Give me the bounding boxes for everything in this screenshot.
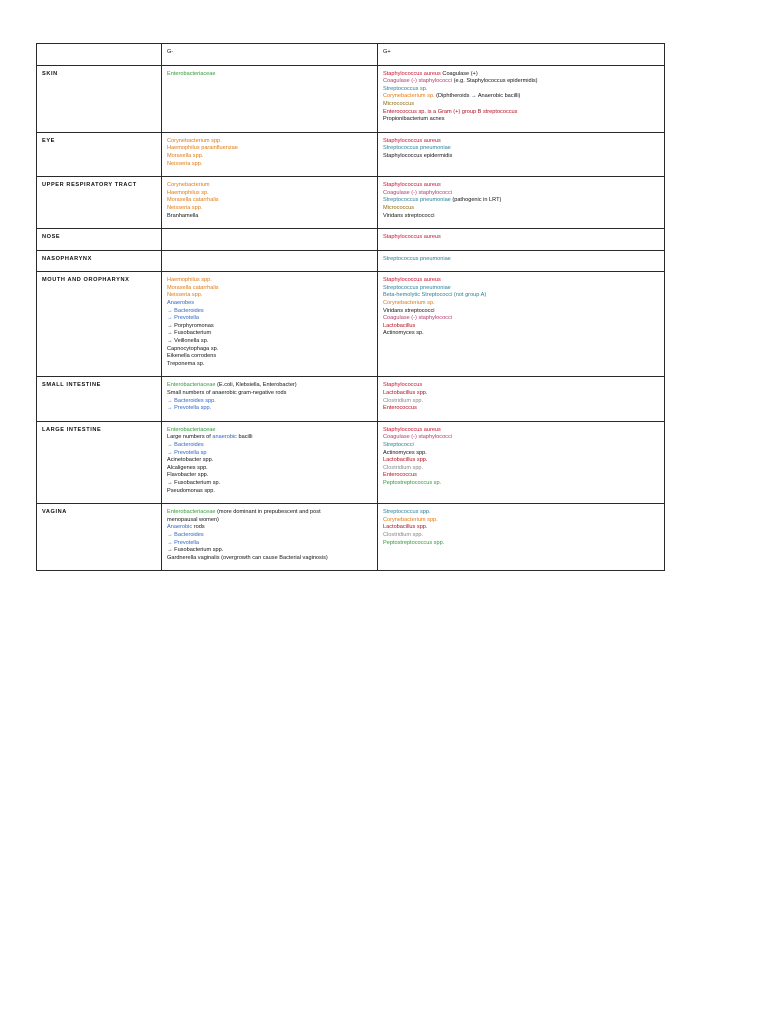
organism-line: [167, 161, 372, 169]
organism-line: [383, 197, 659, 205]
organism-line: [167, 509, 372, 517]
organism-text: (more dominant in prepubescent and post: [215, 509, 321, 516]
organism-line: [383, 300, 659, 308]
organism-text: Clostridium spp.: [383, 531, 424, 538]
organism-line: [383, 285, 659, 293]
organism-text: Streptococcus pneumoniae: [383, 284, 451, 291]
table-row-nose: [37, 229, 665, 251]
organism-text: → Prevotella spp.: [167, 405, 212, 412]
organism-line: [167, 300, 372, 308]
table-row-small-intestine: [37, 377, 665, 421]
organism-line: [383, 109, 659, 117]
header-row: [37, 44, 665, 66]
organism-text: Beta-hemolytic Streptococci (not group A): [383, 292, 487, 299]
organism-text: Lactobacillus: [383, 322, 416, 329]
body-site-label: SMALL INTESTINE: [37, 377, 162, 421]
organism-line: [167, 138, 372, 146]
gram-negative-cell: [162, 65, 378, 132]
gram-negative-cell: [162, 421, 378, 503]
gram-negative-cell: [162, 272, 378, 377]
organism-text: Neisseria spp.: [167, 204, 203, 211]
organism-text: Corynebacterium spp.: [383, 516, 438, 523]
organism-text: Enterococcus sp. is a Gram (+) group B streptococcus: [383, 108, 518, 115]
organism-text: rods: [192, 524, 205, 531]
organism-line: [383, 116, 659, 124]
organism-text: Staphylococcus epidermidis: [383, 152, 453, 159]
organism-text: → Bacteroides: [167, 531, 204, 538]
organism-text: Staphylococcus aureus: [383, 234, 441, 241]
organism-text: Gardnerella vaginalis (overgrowth can cause Bacterial vaginosis): [167, 554, 328, 561]
organism-text: Peptostreptococcus spp.: [383, 539, 445, 546]
organism-line: [383, 292, 659, 300]
organism-text: Enterobacteriaceae: [167, 426, 216, 433]
organism-line: [383, 190, 659, 198]
organism-text: Actinomyces sp.: [383, 330, 424, 337]
organism-text: Neisseria spp.: [167, 160, 203, 167]
organism-line: [167, 405, 372, 413]
organism-line: [167, 338, 372, 346]
gram-positive-cell: [378, 229, 665, 251]
organism-text: → Porphyromonas: [167, 322, 214, 329]
organism-text: Corynebacterium spp.: [167, 137, 222, 144]
organism-text: → Bacteroides: [167, 441, 204, 448]
organism-text: Streptococcus pneumoniae: [383, 145, 451, 152]
organism-text: (pathogenic in LRT): [450, 197, 502, 204]
organism-line: [167, 153, 372, 161]
gram-negative-cell: [162, 132, 378, 176]
table-row-upper-respiratory-tract: [37, 177, 665, 229]
organism-line: [167, 427, 372, 435]
organism-text: Treponema sp.: [167, 360, 205, 367]
organism-line: [167, 457, 372, 465]
body-site-label: MOUTH AND OROPHARYNX: [37, 272, 162, 377]
organism-line: [383, 457, 659, 465]
organism-line: [383, 398, 659, 406]
organism-text: Pseudomonas spp.: [167, 487, 215, 494]
organism-line: [167, 398, 372, 406]
organism-line: [383, 427, 659, 435]
gram-positive-cell: [378, 377, 665, 421]
organism-text: Small numbers of anaerobic gram-negative rods: [167, 390, 287, 396]
organism-text: Lactobacillus spp.: [383, 524, 428, 531]
body-site-label: SKIN: [37, 65, 162, 132]
organism-text: Branhamella: [167, 212, 199, 219]
organism-line: [167, 292, 372, 300]
organism-line: [167, 213, 372, 221]
organism-text: Viridans streptococci: [383, 307, 435, 314]
organism-line: [167, 532, 372, 540]
organism-line: [383, 509, 659, 517]
organism-text: Lactobacillus spp.: [383, 457, 428, 464]
organism-text: Enterobacteriaceae: [167, 70, 216, 77]
gram-positive-cell: [378, 132, 665, 176]
organism-text: Micrococcus: [383, 204, 415, 211]
organism-text: Corynebacterium sp.: [383, 93, 435, 100]
organism-line: [383, 480, 659, 488]
organism-line: [383, 256, 659, 264]
organism-text: Alcaligenes spp.: [167, 464, 208, 471]
organism-text: (Diphtheroids → Anaerobic bacilli): [434, 93, 521, 100]
organism-line: [167, 315, 372, 323]
organism-text: Haemophilus sp.: [167, 189, 209, 196]
organism-text: Haemophilus parainfluenzae: [167, 145, 238, 152]
organism-line: [383, 472, 659, 480]
organism-line: [383, 182, 659, 190]
organism-line: [167, 330, 372, 338]
header-gram-positive: G+: [378, 44, 665, 66]
organism-text: Moraxella spp.: [167, 152, 204, 159]
organism-text: Streptococcus sp.: [383, 85, 428, 92]
header-site-cell: [37, 44, 162, 66]
organism-text: Staphylococcus aureus: [383, 182, 441, 189]
organism-text: Coagulase (-) staphylococci: [383, 434, 453, 441]
organism-line: [167, 71, 372, 79]
organism-line: [167, 277, 372, 285]
gram-negative-cell: [162, 504, 378, 571]
organism-line: [167, 205, 372, 213]
organism-line: [383, 277, 659, 285]
organism-text: → Fusobacterium sp.: [167, 479, 221, 486]
organism-line: [167, 308, 372, 316]
organism-line: [167, 190, 372, 198]
organism-line: [167, 361, 372, 369]
organism-text: Staphylococcus aureus: [383, 70, 441, 77]
organism-text: Clostridium spp.: [383, 397, 424, 404]
gram-positive-cell: [378, 177, 665, 229]
organism-line: [383, 405, 659, 413]
organism-text: Actinomyces spp.: [383, 449, 427, 456]
gram-positive-cell: [378, 504, 665, 571]
gram-negative-cell: [162, 250, 378, 272]
gram-negative-cell: [162, 377, 378, 421]
organism-text: Coagulase (-) staphylococci: [383, 315, 453, 322]
body-site-label: EYE: [37, 132, 162, 176]
organism-line: [167, 323, 372, 331]
normal-flora-table: [36, 43, 665, 571]
organism-text: Haemophilus spp.: [167, 277, 212, 284]
organism-text: Coagulase (+): [440, 70, 478, 77]
table-row-mouth-and-oropharynx: [37, 272, 665, 377]
organism-line: [167, 346, 372, 354]
organism-text: Streptococci: [383, 441, 414, 448]
organism-text: → Prevotella: [167, 315, 200, 322]
organism-line: [383, 145, 659, 153]
organism-line: [167, 442, 372, 450]
organism-text: Acinetobacter spp.: [167, 457, 214, 464]
organism-text: Moraxella catarrhalis: [167, 284, 219, 291]
organism-text: Capnocytophaga sp.: [167, 345, 219, 352]
organism-text: Micrococcus: [383, 100, 415, 107]
table-row-vagina: [37, 504, 665, 571]
organism-line: [383, 330, 659, 338]
organism-line: [383, 390, 659, 398]
organism-line: [383, 205, 659, 213]
organism-line: [167, 450, 372, 458]
organism-line: [167, 472, 372, 480]
organism-text: Streptococcus pneumoniae: [383, 197, 451, 204]
organism-text: Viridans streptococci: [383, 212, 435, 219]
organism-line: [383, 78, 659, 86]
organism-line: [383, 540, 659, 548]
organism-line: [167, 555, 372, 563]
organism-text: → Bacteroides: [167, 307, 204, 314]
body-site-label: LARGE INTESTINE: [37, 421, 162, 503]
organism-text: Large numbers of: [167, 434, 213, 441]
organism-line: [167, 517, 372, 525]
organism-line: [383, 86, 659, 94]
organism-text: Enterobacteriaceae: [167, 509, 216, 516]
organism-text: bacilli: [236, 434, 253, 441]
organism-text: Enterococcus: [383, 472, 417, 479]
organism-text: Anaerobes: [167, 300, 195, 307]
organism-line: [167, 197, 372, 205]
gram-positive-cell: [378, 250, 665, 272]
organism-text: Enterobacteriaceae: [167, 382, 216, 389]
table-row-skin: [37, 65, 665, 132]
organism-line: [167, 353, 372, 361]
table-row-eye: [37, 132, 665, 176]
organism-text: Corynebacterium sp.: [383, 300, 435, 307]
gram-negative-cell: [162, 229, 378, 251]
organism-line: [383, 234, 659, 242]
body-site-label: VAGINA: [37, 504, 162, 571]
organism-text: Lactobacillus spp.: [383, 390, 428, 396]
organism-line: [383, 213, 659, 221]
organism-line: [167, 434, 372, 442]
header-gram-negative: G-: [162, 44, 378, 66]
organism-text: Staphylococcus aureus: [383, 426, 441, 433]
organism-text: Flavobacter spp.: [167, 472, 209, 479]
organism-text: menopausal women): [167, 516, 219, 523]
organism-text: (E.coli, Klebsiella, Enterobacter): [215, 382, 297, 389]
organism-line: [167, 390, 372, 398]
organism-text: Staphylococcus aureus: [383, 277, 441, 284]
gram-positive-cell: [378, 65, 665, 132]
organism-line: [383, 308, 659, 316]
organism-text: Corynebacterium: [167, 182, 210, 189]
organism-line: [383, 382, 659, 390]
organism-text: Clostridium spp.: [383, 464, 424, 471]
organism-text: Streptococcus spp.: [383, 509, 431, 516]
body-site-label: NASOPHARYNX: [37, 250, 162, 272]
organism-line: [167, 285, 372, 293]
organism-line: [383, 532, 659, 540]
organism-text: → Prevotella: [167, 539, 200, 546]
organism-line: [383, 323, 659, 331]
organism-text: Streptococcus pneumoniae: [383, 255, 451, 262]
organism-text: Enterococcus: [383, 405, 417, 412]
organism-line: [383, 465, 659, 473]
organism-line: [167, 488, 372, 496]
body-site-label: UPPER RESPIRATORY TRACT: [37, 177, 162, 229]
organism-text: Propionibacterium acnes: [383, 116, 445, 123]
organism-text: → Veillonella sp.: [167, 338, 209, 345]
organism-line: [383, 450, 659, 458]
organism-line: [167, 540, 372, 548]
body-site-label: NOSE: [37, 229, 162, 251]
gram-positive-cell: [378, 421, 665, 503]
organism-text: → Prevotella sp: [167, 449, 207, 456]
organism-line: [167, 382, 372, 390]
table-body: [37, 44, 665, 571]
organism-text: → Bacteroides spp.: [167, 397, 216, 404]
table-row-large-intestine: [37, 421, 665, 503]
organism-line: [383, 434, 659, 442]
organism-line: [167, 524, 372, 532]
gram-positive-cell: [378, 272, 665, 377]
organism-line: [167, 480, 372, 488]
organism-line: [167, 145, 372, 153]
organism-text: Staphylococcus aureus: [383, 137, 441, 144]
organism-text: Moraxella catarrhalis: [167, 197, 219, 204]
organism-line: [383, 524, 659, 532]
organism-line: [383, 101, 659, 109]
table-row-nasopharynx: [37, 250, 665, 272]
organism-text: Staphylococcus: [383, 382, 423, 389]
organism-line: [383, 138, 659, 146]
organism-text: anaerobic: [212, 434, 237, 441]
organism-text: Anaerobic: [167, 524, 193, 531]
organism-line: [383, 93, 659, 101]
organism-line: [383, 442, 659, 450]
organism-text: → Fusobacterium spp.: [167, 547, 224, 554]
organism-text: Neisseria spp.: [167, 292, 203, 299]
organism-text: (e.g. Staphylococcus epidermidis): [452, 78, 538, 85]
organism-line: [383, 315, 659, 323]
organism-text: Coagulase (-) staphylococci: [383, 189, 453, 196]
organism-text: Peptostreptococcus sp.: [383, 479, 442, 486]
organism-text: → Fusobacterium: [167, 330, 212, 337]
organism-line: [167, 465, 372, 473]
gram-negative-cell: [162, 177, 378, 229]
organism-line: [167, 182, 372, 190]
organism-line: [383, 153, 659, 161]
organism-line: [383, 71, 659, 79]
organism-text: Coagulase (-) staphylococci: [383, 78, 453, 85]
organism-text: Eikenella corrodens: [167, 353, 217, 360]
organism-line: [167, 547, 372, 555]
organism-line: [383, 517, 659, 525]
